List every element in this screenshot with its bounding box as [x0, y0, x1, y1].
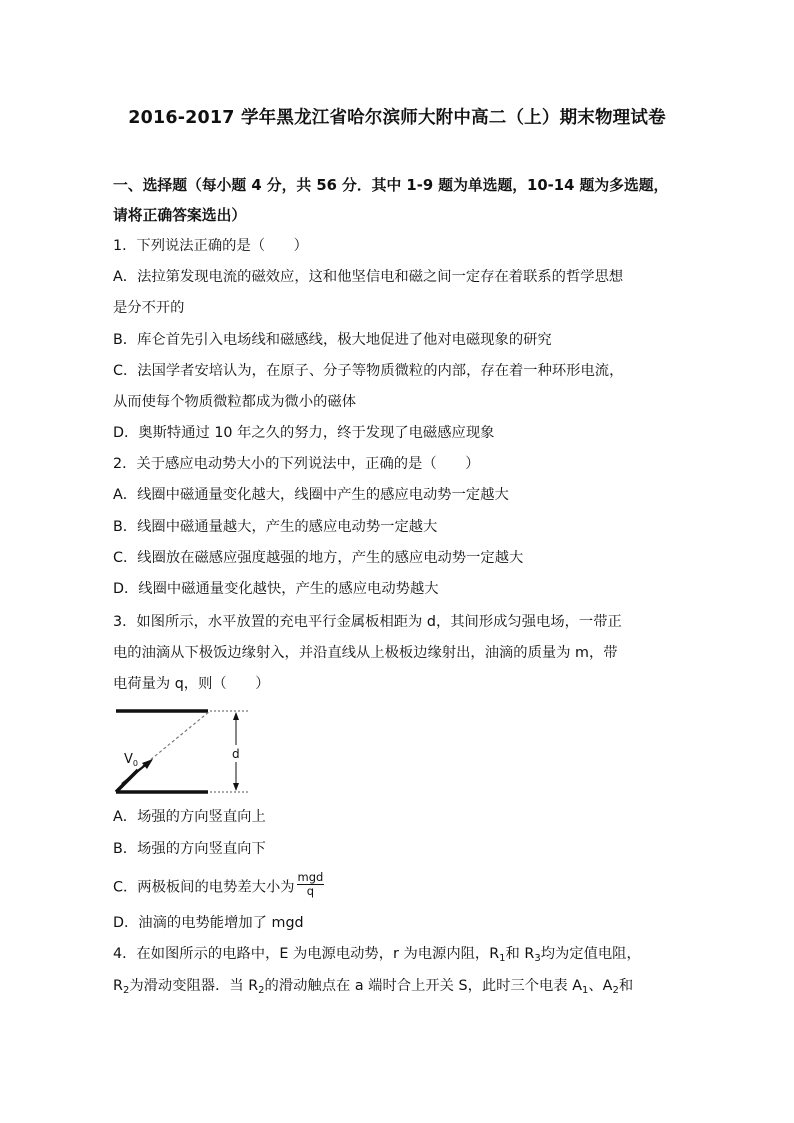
velocity-label: $V_0$: [124, 752, 138, 768]
distance-label: d: [232, 747, 240, 761]
q1-option-d: D．奥斯特通过 10 年之久的努力，终于发现了电磁感应现象: [113, 425, 495, 441]
q4-stem: 4．在如图所示的电路中，E 为电源电动势，r 为电源内阻，$R_1$和 $R_3$均为定值电阻，: [113, 946, 641, 964]
q2-option-d: D．线圈中磁通量变化越快，产生的感应电动势越大: [113, 581, 439, 597]
q1-option-c-continued: 从而使每个物质微粒都成为微小的磁体: [113, 394, 357, 410]
q1-option-a: A．法拉第发现电流的磁效应，这和他坚信电和磁之间一定存在着联系的哲学思想: [113, 269, 624, 285]
q1-option-a-continued: 是分不开的: [113, 300, 185, 316]
q1-option-c: C．法国学者安培认为，在原子、分子等物质微粒的内部，存在着一种环形电流，: [113, 363, 624, 379]
parallel-plates-figure: [108, 700, 258, 800]
q2-option-b: B．线圈中磁通量越大，产生的感应电动势一定越大: [113, 519, 438, 535]
q4-stem-continued: $R_2$为滑动变阻器．当 $R_2$的滑动触点在 a 端时合上开关 S，此时三个电表 $A_1$、$A_2$和: [113, 978, 634, 996]
q3-stem-continued: 电的油滴从下极饭边缘射入，并沿直线从上极板边缘射出，油滴的质量为 m，带: [113, 645, 618, 661]
distance-arrowhead-top: [233, 712, 239, 720]
q3-stem-continued-2: 电荷量为 q，则（ ）: [113, 676, 270, 692]
section-heading: 一、选择题（每小题 4 分，共 56 分．其中 1-9 题为单选题，10-14 题为多选题，: [113, 177, 669, 194]
q2-stem: 2．关于感应电动势大小的下列说法中，正确的是（ ）: [113, 456, 480, 472]
fraction-numerator: mgd: [297, 870, 324, 884]
q3-option-c: [113, 870, 324, 901]
distance-arrowhead-bottom: [233, 783, 239, 791]
q3-option-d: D．油滴的电势能增加了 mgd: [113, 915, 304, 931]
q2-option-c: C．线圈放在磁感应强度越强的地方，产生的感应电动势一定越大: [113, 550, 524, 566]
q3-option-a: A．场强的方向竖直向上: [113, 809, 266, 825]
q3-option-c-text: C．两极板间的电势差大小为: [113, 879, 295, 896]
potential-difference-fraction: [297, 871, 325, 898]
q2-option-a: A．线圈中磁通量变化越大，线圈中产生的感应电动势一定越大: [113, 487, 509, 503]
exam-title: 2016-2017 学年黑龙江省哈尔滨师大附中高二（上）期末物理试卷: [128, 108, 666, 128]
section-heading-continued: 请将正确答案选出）: [113, 207, 247, 224]
q1-stem: 1．下列说法正确的是（ ）: [113, 238, 308, 254]
q3-stem: 3．如图所示，水平放置的充电平行金属板相距为 d，其间形成匀强电场，一带正: [113, 614, 622, 630]
fraction-denominator: q: [306, 884, 315, 898]
q3-option-b: B．场强的方向竖直向下: [113, 841, 266, 857]
q1-option-b: B．库仑首先引入电场线和磁感线，极大地促进了他对电磁现象的研究: [113, 332, 552, 348]
